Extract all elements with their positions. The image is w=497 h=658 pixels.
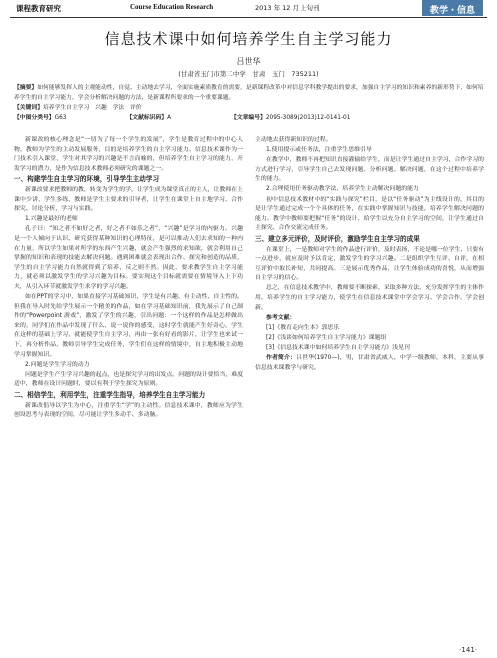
article-no bbox=[231, 114, 350, 124]
subheading: 1.使用提示或任务法，注重学生思维引导 bbox=[266, 147, 372, 154]
paragraph: 在教学中，教师不再把知识直接灌输给学生，而是让学生通过自主学习，合作学习的方式进行学习，引导学生自己去发现问题、分析问题、解决问题，在这个过程中培养学生的能力。 bbox=[255, 157, 484, 183]
body-columns bbox=[14, 136, 484, 646]
article-author: 吕世华 bbox=[236, 57, 261, 66]
article-title: 信息技术课中如何培养学生自主学习能力 bbox=[104, 30, 393, 48]
author-bio-label: 作者简介： bbox=[266, 355, 297, 362]
clc bbox=[14, 114, 66, 124]
reference-item: [3]《信息技术课中如何培养学生自主学习能力》浅见刊 bbox=[266, 344, 410, 351]
article-no-label: 【文章编号】 bbox=[231, 114, 266, 121]
abstract-label: 【摘要】 bbox=[14, 85, 38, 91]
section-badge: 教学・信息 bbox=[422, 0, 483, 16]
clc-label: 【中图分类号】 bbox=[14, 114, 55, 121]
doc-code-label: 【文献标识码】 bbox=[126, 114, 168, 121]
left-column bbox=[14, 136, 243, 646]
keywords-text: 培养学生自主学习 兴趣 学法 评价 bbox=[43, 104, 142, 111]
issue-date: 2013 年 12 月 bbox=[255, 4, 300, 12]
keywords-label: 【关键词】 bbox=[14, 104, 43, 111]
header-divider bbox=[10, 17, 487, 18]
subheading: 1.兴趣是最好的老师 bbox=[25, 216, 78, 223]
paragraph: 新课改倡导以学生为中心，注重学生“学”的主动性。信息技术课中，教师应为学生创设思考与表现的空间，尽可能让学生多动手、多动脑。 bbox=[14, 402, 243, 419]
article-no-value: 2095-3089(2013)12-0141-01 bbox=[265, 114, 351, 121]
page-number: ·141· bbox=[459, 646, 477, 654]
reference-item: [2]《浅谈如何培养学生自主学习能力》课题组 bbox=[266, 334, 387, 341]
subheading: 2.问题是学生学习的动力 bbox=[25, 361, 90, 368]
paragraph: 如在PPT的学习中，如果直接学习基础知识，学生是有兴趣、有主动性、自主性的。但我在导入时先给学生展示一个精美的作品，如在学习基础知识前，我先展示了自己制作的“Powerpoint 游戏”，激发了学生的兴趣，引出问题：一个这样的作品是怎样做出来的，同学们在作品中发现了什么、说一说你的感受，这时学生就能产生好奇心，学生在这样的基础上学习，就能使学生自主学习，再由一张有好看的影片，让学生也来试一下，再分析作品，教师引导学生完成任务，学生们在这样的情境中，自主地积极主动地学习掌握知识。 bbox=[14, 294, 243, 358]
doc-code bbox=[126, 114, 171, 124]
issue-label: 上旬刊 bbox=[300, 4, 320, 12]
abstract bbox=[14, 84, 484, 103]
keywords bbox=[14, 104, 484, 114]
paragraph: 新课改要求把教师的教，转变为学生的学，让学生成为课堂真正的主人，让教师在上课中少讲，学生多练，教师是学生主要求的引导者，让学生在课堂上自主地学习、合作探究、讨论分析，学习与实践。 bbox=[14, 186, 243, 213]
reference-item: [1]《教育走向生本》郭思乐 bbox=[266, 324, 340, 331]
journal-name-cn: 课程教育研究 bbox=[16, 4, 61, 13]
references-title: 参考文献： bbox=[266, 314, 296, 321]
right-column bbox=[255, 136, 484, 646]
paragraph: 总之，在信息技术教学中，教师要不断探索，采取多种方法，充分发挥学生的主体作用，培养学生的自主学习能力，使学生在信息技术课堂中学会学习、学会合作、学会创新。 bbox=[255, 285, 484, 311]
paragraph: 主动地去获得新知识的过程。 bbox=[255, 137, 332, 143]
paragraph: 孔子曰：“知之者不如好之者，好之者不如乐之者”，“兴趣”是学习的内驱力。兴趣是一个人倾向于认识、研究获得某种知识的心理特征，是可以推动人们去求知的一种内在力量，所以学生如果对所学的东西产生兴趣，就会产生强烈的求知欲，就会利用自己掌握的知识和表现的技能去解决问题。遇到困难就会表现出合作、探究和创造的品质，学生的自主学习能力自然就得到了培养，反之则不然。因此，要求教学生自主学习能力，就必须以激发学生的学习兴趣为目标。要实现这个目标就需要在情境导入上下功夫，从引入环节就激发学生求学的学习兴趣。 bbox=[14, 226, 243, 290]
author-affiliation: (甘肃省玉门市第二中学 甘肃 玉门 735211) bbox=[178, 70, 319, 78]
paragraph: 在课堂上，一是教师对学生的作品进行评价，及时表扬，不论是哪一位学生，只要有一点进步，就应及时予以肯定，激发学生的学习兴趣。二是组织学生互评、自评，在相互评价中取长补短，共同提高。三是展示优秀作品，让学生体验成功的喜悦，从而增强自主学习的信心。 bbox=[255, 246, 484, 282]
section-heading: 一、构建学生自主学习的环境，引导学生主动学习 bbox=[14, 175, 160, 184]
page-header bbox=[0, 0, 497, 18]
paragraph: 问题是学生产生学习兴趣的起点，也是探究学习的出发点。问题的设计要恰当，难度适中，教师在设计问题时，要以有利于学生探究为原则。 bbox=[14, 371, 243, 388]
subheading: 2.合理使用任务驱动教学法，培养学生主动解决问题的能力 bbox=[266, 186, 419, 193]
classification-row bbox=[14, 114, 484, 124]
section-heading: 三、建立多元评价，及时评价，激励学生自主学习的成果 bbox=[255, 234, 420, 243]
doc-code-value: A bbox=[167, 114, 172, 121]
author-bio bbox=[255, 354, 484, 373]
paragraph: 新课改的核心理念是“一切为了每一个学生的发展”，学生是教育过程中的中心人物，教师为学生的主动发展服务，目的是培养学生的自主学习能力。信息技术课作为一门技术引入课堂，学生对其学习的兴趣是不言而喻的，但培养学生自主学习的能力，开发学习的潜力，是作为信息技术教师必须研究的课题之一。 bbox=[14, 137, 243, 172]
journal-name-en: Course Education Research bbox=[130, 3, 214, 11]
clc-value: G63 bbox=[54, 114, 67, 121]
abstract-block bbox=[14, 84, 484, 123]
section-heading: 二、相信学生，利用学生，注重学生指导，培养学生自主学习能力 bbox=[14, 390, 206, 399]
paragraph: 初中信息技术教材中的“实践与探究”栏目，是以“任务驱动”为主线设计的，其目的是让学生通过完成一个个具体的任务，在实践中掌握知识与技能，培养学生解决问题的能力。教学中教师要把握“任务”的设计，给学生以充分自主学习的空间，让学生通过自主探究、合作交流完成任务。 bbox=[255, 196, 484, 232]
abstract-text: 如何能够发挥人的主观能动性，自觉、主动地去学习，全面实施素质教育的需要，是新课程改革中对信息学科教学提出的要求，加强自主学习的知识和素养的新形势下，如何培养学生的自主学习能力，学会分析解决问题的方法，是新课程所要求的一个重要课题。 bbox=[14, 85, 484, 101]
author-bio-text: 吕世华(1970—)，男，甘肃省武威人，中学一级教师，本科，主要从事信息技术课教学与研究。 bbox=[255, 355, 484, 371]
